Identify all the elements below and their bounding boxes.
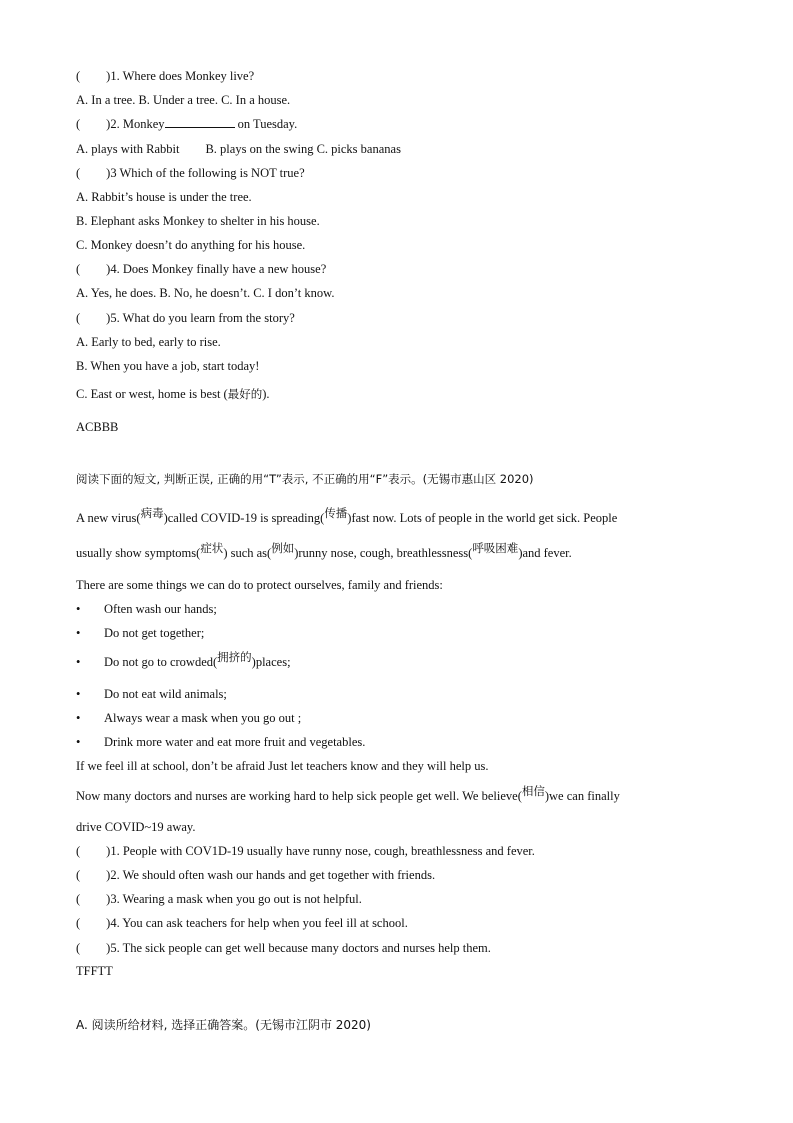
tf-question-3: ( )3. Wearing a mask when you go out is not helpful. <box>76 892 362 906</box>
bullet-item: Drink more water and eat more fruit and vegetables. <box>104 735 366 749</box>
question-5-option-b: B. When you have a job, start today! <box>76 359 260 373</box>
question-2-options: A. plays with Rabbit B. plays on the swing C. picks bananas <box>76 142 401 156</box>
tf-question-5: ( )5. The sick people can get well because many doctors and nurses help them. <box>76 941 491 955</box>
bullet-marker: • <box>76 711 81 725</box>
question-3-option-b: B. Elephant asks Monkey to shelter in his house. <box>76 214 320 228</box>
passage-line-3: There are some things we can do to protect ourselves, family and friends: <box>76 578 443 592</box>
passage-line-5: Now many doctors and nurses are working hard to help sick people get well. We believe(相信)we can finally <box>76 784 620 803</box>
question-3-option-c: C. Monkey doesn’t do anything for his house. <box>76 238 306 252</box>
tf-question-2: ( )2. We should often wash our hands and get together with friends. <box>76 868 436 882</box>
question-4-options: A. Yes, he does. B. No, he doesn’t. C. I don’t know. <box>76 286 335 300</box>
question-3-option-a: A. Rabbit’s house is under the tree. <box>76 190 252 204</box>
passage-line-4: If we feel ill at school, don’t be afraid Just let teachers know and they will help us. <box>76 759 489 773</box>
bullet-marker: • <box>76 626 81 640</box>
bullet-item: Often wash our hands; <box>104 602 217 616</box>
passage-line-2: usually show symptoms(症状) such as(例如)runny nose, cough, breathlessness(呼吸困难)and fever. <box>76 541 572 560</box>
bullet-item: Do not get together; <box>104 626 205 640</box>
section-2-instruction: 阅读下面的短文, 判断正误, 正确的用“T”表示, 不正确的用“F”表示。(无锡市惠山区 2020) <box>76 472 534 486</box>
bullet-marker: • <box>76 735 81 749</box>
bullet-marker: • <box>76 687 81 701</box>
question-5: ( )5. What do you learn from the story? <box>76 311 295 325</box>
answer-key-2: TFFTT <box>76 964 113 978</box>
bullet-marker: • <box>76 655 81 669</box>
tf-question-4: ( )4. You can ask teachers for help when you feel ill at school. <box>76 916 408 930</box>
bullet-item: Do not eat wild animals; <box>104 687 227 701</box>
bullet-item: Do not go to crowded(拥挤的)places; <box>104 650 291 669</box>
passage-line-6: drive COVID~19 away. <box>76 820 196 834</box>
section-3-instruction: A. 阅读所给材料, 选择正确答案。(无锡市江阴市 2020) <box>76 1018 371 1032</box>
question-5-option-a: A. Early to bed, early to rise. <box>76 335 221 349</box>
tf-question-1: ( )1. People with COV1D-19 usually have runny nose, cough, breathlessness and fever. <box>76 844 535 858</box>
passage-line-1: A new virus(病毒)called COVID-19 is spreading(传播)fast now. Lots of people in the world get sick. People <box>76 506 618 525</box>
question-1: ( )1. Where does Monkey live? <box>76 69 255 83</box>
question-4: ( )4. Does Monkey finally have a new house? <box>76 262 327 276</box>
bullet-marker: • <box>76 602 81 616</box>
bullet-item: Always wear a mask when you go out ; <box>104 711 302 725</box>
question-2: ( )2. Monkey on Tuesday. <box>76 117 298 131</box>
answer-key-1: ACBBB <box>76 420 119 434</box>
answer-blank <box>165 116 235 128</box>
question-5-option-c: C. East or west, home is best (最好的). <box>76 387 270 401</box>
question-3: ( )3 Which of the following is NOT true? <box>76 166 305 180</box>
question-1-options: A. In a tree. B. Under a tree. C. In a house. <box>76 93 291 107</box>
